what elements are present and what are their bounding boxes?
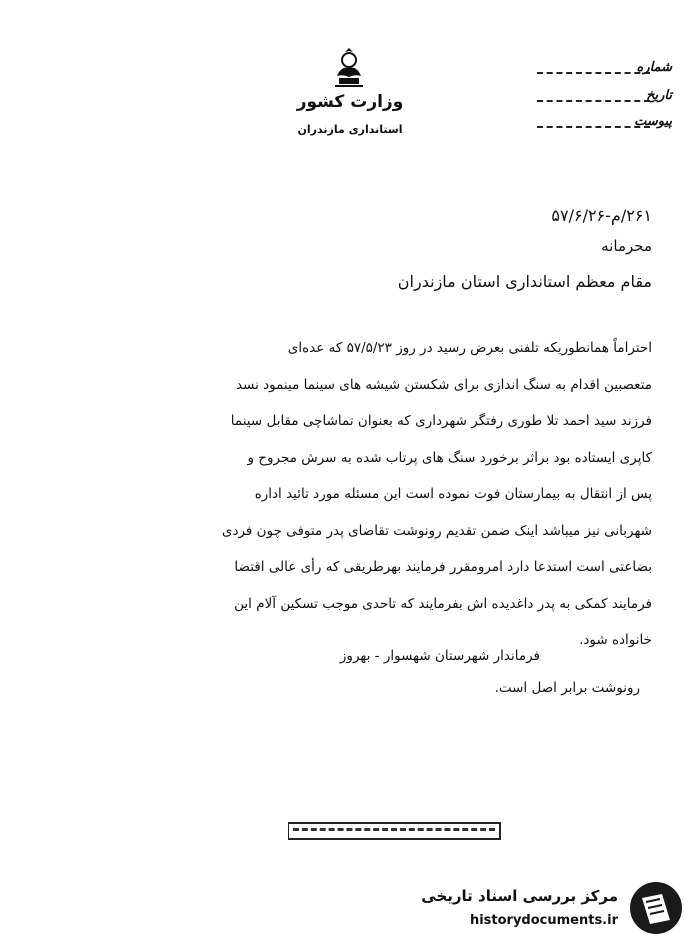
signature-line: فرماندار شهرستان شهسوار - بهروز xyxy=(339,648,540,664)
body-line: فرزند سید احمد تلا طوری رفتگر شهرداری که بعنوان تماشاچی مقابل سینما xyxy=(230,413,652,429)
body-line: کاپری ایستاده بود براثر برخورد سنگ های پرتاب شده به سرش مجروح و xyxy=(247,449,652,466)
ministry-name: وزارت کشور xyxy=(296,92,404,112)
stamp-dashes xyxy=(293,828,495,831)
body-line: متعصبین اقدام به سنگ اندازی برای شکستن شیشه های سینما مینمود نسد xyxy=(235,376,652,393)
date-line xyxy=(537,100,650,102)
attachment-field xyxy=(537,114,672,134)
addressee: مقام معظم استانداری استان مازندران xyxy=(397,272,652,291)
date-label: تاریخ xyxy=(646,88,672,103)
number-line xyxy=(537,72,650,74)
body-line: شهربانی نیز میباشد اینک ضمن تقدیم رونوشت تقاضای پدر متوفی چون فردی xyxy=(221,522,652,539)
bottom-stamp-mark xyxy=(288,822,501,840)
watermark-title: مرکز بررسی اسناد تاریخی xyxy=(421,887,618,905)
watermark-url: historydocuments.ir xyxy=(469,913,618,928)
lion-and-sun-emblem-icon xyxy=(329,46,369,90)
certified-copy-note: رونوشت برابر اصل است. xyxy=(494,680,640,696)
letter-body xyxy=(32,338,652,667)
attachment-label: پیوست xyxy=(634,114,672,129)
date-field xyxy=(537,88,672,108)
body-line: احتراماً همانطوریکه تلفنی بعرض رسید در روز ۵۷/۵/۲۳ که عده‌ای xyxy=(287,340,652,356)
body-line: بضاعتی است استدعا دارد امرومقرر فرمایند بهرطریقی که رأی عالی اقتضا xyxy=(234,559,652,575)
number-field xyxy=(537,60,672,80)
classification-label: محرمانه xyxy=(601,237,652,255)
body-line: خانواده شود. xyxy=(579,632,652,648)
body-line: پس از انتقال به بیمارستان فوت نموده است این مسئله مورد تائید اداره xyxy=(254,486,652,502)
history-documents-logo-icon xyxy=(628,880,684,936)
body-line: فرمایند کمکی به پدر داغدیده اش بفرمایند که تاحدی موجب تسکین آلام این xyxy=(234,595,652,612)
province-office-name: استانداری مازندران xyxy=(297,123,403,136)
reference-number: ۲۶۱/م-۵۷/۶/۲۶ xyxy=(551,206,652,225)
number-label: شماره xyxy=(636,60,672,75)
attachment-line xyxy=(537,126,650,128)
